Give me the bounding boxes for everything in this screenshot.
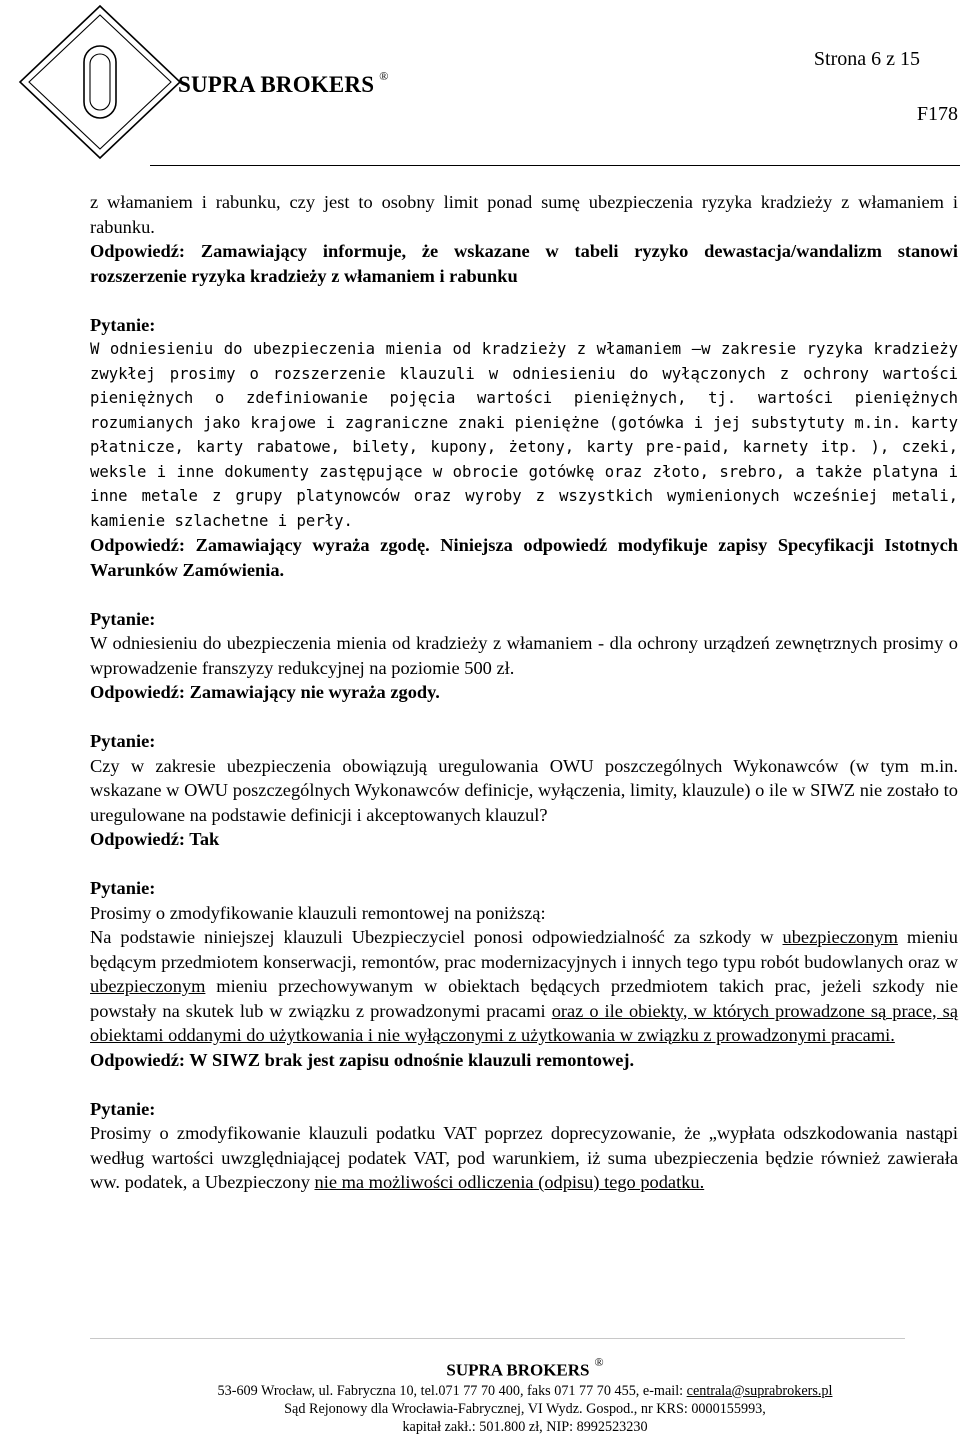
footer-court: Sąd Rejonowy dla Wrocławia-Fabrycznej, VI Wydz. Gospod., nr KRS: 0000155993, xyxy=(284,1400,766,1417)
footer-brand: SUPRA BROKERS ® xyxy=(446,1355,604,1380)
footer-email-link[interactable]: centrala@suprabrokers.pl xyxy=(686,1382,833,1399)
question-2-label: Pytanie: xyxy=(90,608,156,629)
document-body xyxy=(90,190,958,1195)
question-3-text: Czy w zakresie ubezpieczenia obowiązują uregulowania OWU poszczególnych Wykonawców (w tym m.in. wskazane w OWU poszczególnych Wykonawców definicje, wyłączenia, limity, klauzule) o ile w SIWZ nie zostało to uregulowane na podstawie definicji i akceptowanych klauzul? xyxy=(90,755,958,825)
question-5-label: Pytanie: xyxy=(90,1098,156,1119)
footer-registered-mark: ® xyxy=(594,1355,604,1369)
document-code: F178 xyxy=(916,103,958,125)
question-1-label: Pytanie: xyxy=(90,314,156,335)
header-brand: SUPRA BROKERS ® xyxy=(178,69,389,97)
question-2-text: W odniesieniu do ubezpieczenia mienia od kradzieży z włamaniem - dla ochrony urządzeń zewnętrznych prosimy o wprowadzenie franszyzy redukcyjnej na poziomie 500 zł. xyxy=(90,633,958,678)
supra-brokers-logo-icon xyxy=(14,2,184,162)
question-5-text: Prosimy o zmodyfikowanie klauzuli podatku VAT poprzez doprecyzowanie, że „wypłata odszkodowania nastąpi według wartości uwzględniającej podatek VAT, pod warunkiem, iż suma ubezpieczenia będzie również zawierała ww. podatek, a Ubezpieczony nie ma możliwości odliczenia (odpisu) tego podatku. xyxy=(90,1123,958,1192)
question-3-label: Pytanie: xyxy=(90,731,156,751)
answer-4: Odpowiedź: W SIWZ brak jest zapisu odnośnie klauzuli remontowej. xyxy=(90,1049,635,1070)
registered-mark: ® xyxy=(379,69,389,84)
footer-capital: kapitał zakł.: 501.800 zł, NIP: 8992523230 xyxy=(402,1418,648,1435)
question-4-clause: Na podstawie niniejszej klauzuli Ubezpieczyciel ponosi odpowiedzialność za szkody w ubezpieczonym mieniu będącym przedmiotem konserwacji, remontów, prac modernizacyjnych i innych tego typu robót budowlanych oraz w ubezpieczonym mieniu przechowywanym w obiektach będących przedmiotem takich prac, jeżeli szkody nie powstały na skutek lub w związku z prowadzonymi pracami oraz o ile obiekty, w których prowadzone są prace, są obiektami oddanymi do użytkowania i nie wyłączonymi z użytkowania w związku z prowadzonymi pracami. xyxy=(90,927,958,1045)
question-4-intro: Prosimy o zmodyfikowanie klauzuli remontowej na poniższą: xyxy=(90,902,546,923)
answer-3: Odpowiedź: Tak xyxy=(90,829,220,849)
answer-0: Odpowiedź: Zamawiający informuje, że wskazane w tabeli ryzyko dewastacja/wandalizm stanowi rozszerzenie ryzyka kradzieży z włamaniem i rabunku xyxy=(90,241,958,286)
footer xyxy=(0,1354,960,1436)
intro-paragraph: z włamaniem i rabunku, czy jest to osobny limit ponad sumę ubezpieczenia ryzyka kradzieży z włamaniem i rabunku. xyxy=(90,192,958,237)
page-number: Strona 6 z 15 xyxy=(813,48,920,70)
answer-1: Odpowiedź: Zamawiający wyraża zgodę. Niniejsza odpowiedź modyfikuje zapisy Specyfikacji Istotnych Warunków Zamówienia. xyxy=(90,535,958,580)
footer-address: 53-609 Wrocław, ul. Fabryczna 10, tel.071 77 70 400, faks 071 77 70 455, e-mail: centrala@suprabrokers.pl xyxy=(217,1382,833,1399)
footer-divider xyxy=(90,1338,905,1339)
question-4-label: Pytanie: xyxy=(90,878,156,898)
question-1-text: W odniesieniu do ubezpieczenia mienia od kradzieży z włamaniem –w zakresie ryzyka kradzieży zwykłej prosimy o rozszerzenie klauzuli w odniesieniu do wyłączonych z ochrony wartości pieniężnych o zdefiniowanie pojęcia wartości pieniężnych, tj. wartości pieniężnych rozumianych jako krajowe i zagraniczne znaki pieniężne (gotówka i jej substytuty m.in. karty płatnicze, karty rabatowe, bilety, kupony, żetony, karty pre-paid, karnety itp. ), czeki, weksle i inne dokumenty zastępujące w obrocie gotówkę oraz złoto, srebro, a także platyna i inne metale z grupy platynowców oraz wyroby z wszystkich wymienionych wcześniej metali, kamienie szlachetne i perły. xyxy=(90,340,958,530)
answer-2: Odpowiedź: Zamawiający nie wyraża zgody. xyxy=(90,682,440,702)
header-divider xyxy=(150,165,960,166)
